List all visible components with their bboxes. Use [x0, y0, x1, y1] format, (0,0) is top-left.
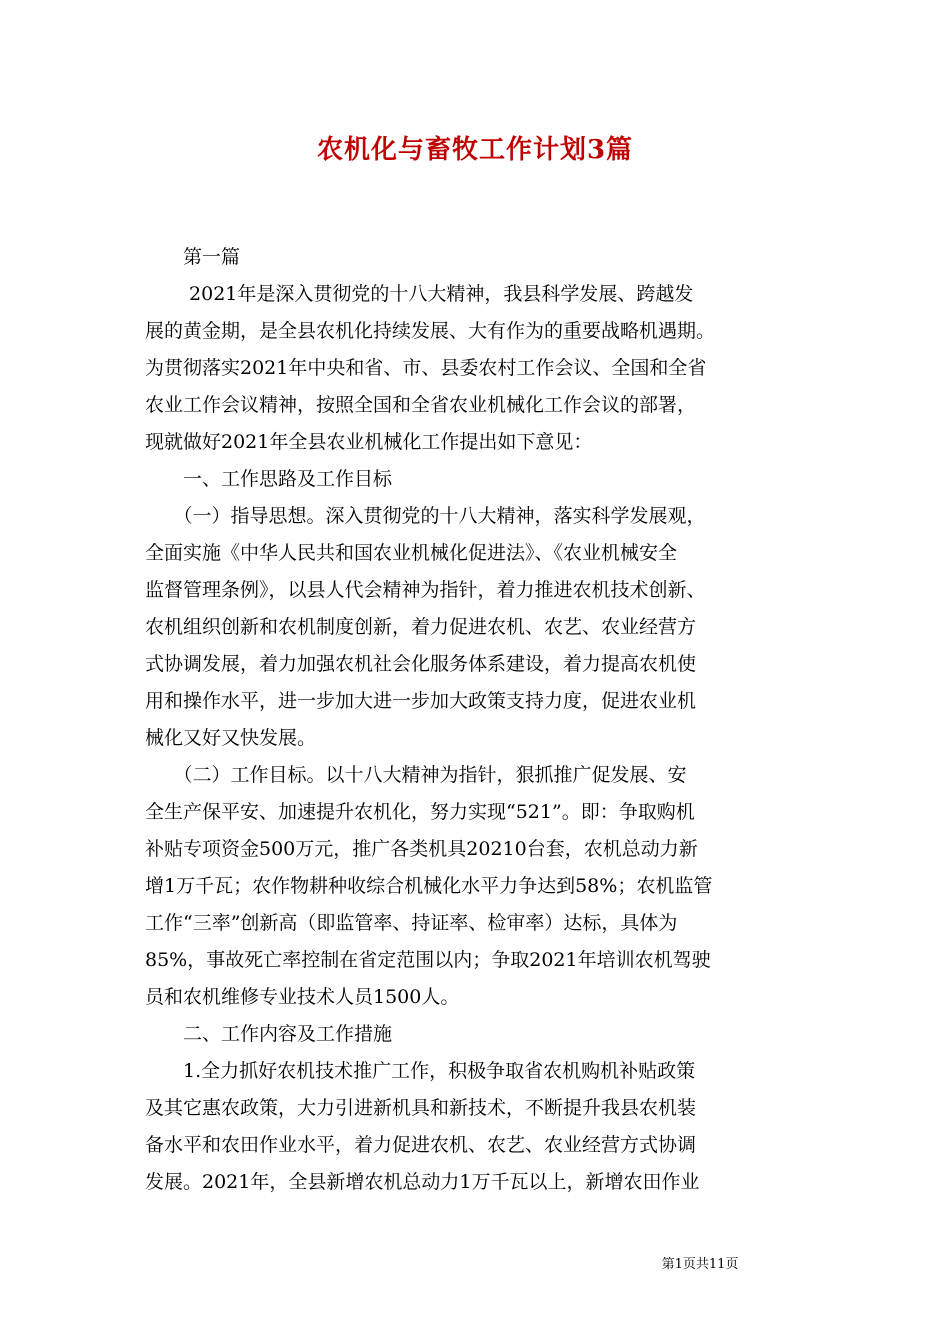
text-line: 用和操作水平，进一步加大进一步加大政策支持力度，促进农业机	[145, 690, 697, 712]
text-line: 工作“三率”创新高（即监管率、持证率、检审率）达标，具体为	[145, 912, 678, 934]
text-line: 为贯彻落实2021年中央和省、市、县委农村工作会议、全国和全省	[145, 357, 707, 379]
page-number: 第1页共11页	[661, 1257, 739, 1272]
page-footer	[0, 1256, 950, 1274]
document-body	[145, 239, 810, 1201]
text-line: 补贴专项资金500万元，推广各类机具20210台套，农机总动力新	[145, 838, 698, 860]
text-line: 备水平和农田作业水平，着力促进农机、农艺、农业经营方式协调	[145, 1134, 697, 1156]
text-line: 监督管理条例》，以县人代会精神为指针，着力推进农机技术创新、	[145, 579, 706, 601]
text-line: 展的黄金期，是全县农机化持续发展、大有作为的重要战略机遇期。	[145, 320, 716, 342]
text-line: 农业工作会议精神，按照全国和全省农业机械化工作会议的部署，	[145, 394, 697, 416]
text-line: 增1万千瓦；农作物耕种收综合机械化水平力争达到58%；农机监管	[145, 875, 713, 897]
text-line: 二、工作内容及工作措施	[145, 1023, 393, 1045]
text-line: 2021年是深入贯彻党的十八大精神，我县科学发展、跨越发	[145, 283, 694, 305]
text-line: 式协调发展，着力加强农机社会化服务体系建设，着力提高农机使	[145, 653, 697, 675]
text-line: 1.全力抓好农机技术推广工作，积极争取省农机购机补贴政策	[145, 1060, 696, 1082]
page-title: 农机化与畜牧工作计划3篇	[316, 135, 634, 165]
text-line: 及其它惠农政策，大力引进新机具和新技术，不断提升我县农机装	[145, 1097, 697, 1119]
text-line: （一）指导思想。深入贯彻党的十八大精神，落实科学发展观，	[145, 505, 706, 527]
text-line: 85%，事故死亡率控制在省定范围以内；争取2021年培训农机驾驶	[145, 949, 711, 971]
text-line: 一、工作思路及工作目标	[145, 468, 393, 490]
text-line: 农机组织创新和农机制度创新，着力促进农机、农艺、农业经营方	[145, 616, 697, 638]
text-line: 全面实施《中华人民共和国农业机械化促进法》、《农业机械安全	[145, 542, 678, 564]
text-line: 现就做好2021年全县农业机械化工作提出如下意见：	[145, 431, 593, 453]
text-line: 员和农机维修专业技术人员1500人。	[145, 986, 460, 1008]
text-line: 全生产保平安、加速提升农机化，努力实现“521”。即：争取购机	[145, 801, 695, 823]
text-line: （二）工作目标。以十八大精神为指针，狠抓推广促发展、安	[145, 764, 687, 786]
text-line: 第一篇	[145, 246, 241, 268]
text-line: 械化又好又快发展。	[145, 727, 317, 749]
text-line: 发展。2021年，全县新增农机总动力1万千瓦以上，新增农田作业	[145, 1171, 700, 1193]
